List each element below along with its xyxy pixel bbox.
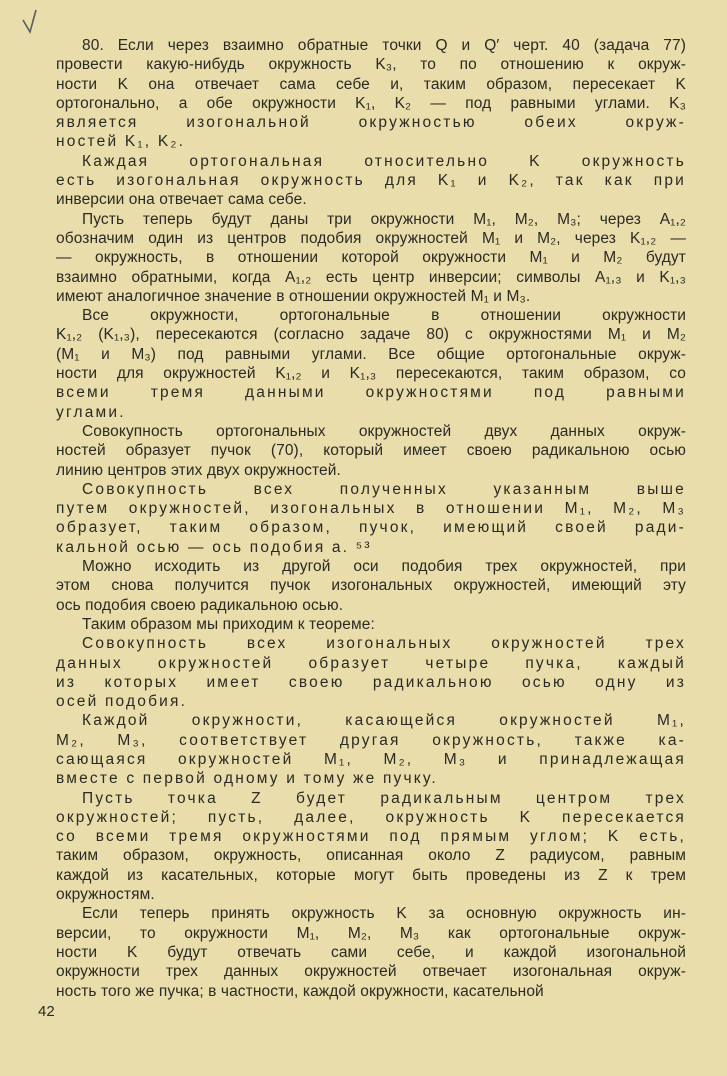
text-line: Все окружности, ортогональные в отношении окружности xyxy=(82,307,686,325)
text-line: вместе с первой одному и тому же пучку. xyxy=(56,770,438,788)
text-line: Пусть точка Z будет радикальным центром трех xyxy=(82,789,686,807)
text-line: таким образом, окружность, описанная около Z радиусом, равным xyxy=(56,847,686,865)
page-body-text xyxy=(56,36,686,1001)
text-line: ось подобия своею радикальною осью. xyxy=(56,596,344,614)
text-line: Если теперь принять окружность K за основную окружность ин- xyxy=(82,905,686,923)
text-line: ности K будут отвечать сами себе, и каждой изогональной xyxy=(56,943,686,961)
text-line: Пусть теперь будут даны три окружности M₁, M₂, M₃; через A₁,₂ xyxy=(82,210,686,228)
text-line: сающаяся окружностей M₁, M₂, M₃ и принадлежащая xyxy=(56,750,686,768)
handwritten-checkmark-icon xyxy=(20,8,50,44)
paragraph xyxy=(56,615,686,634)
text-line: ности K она отвечает сама себе и, таким образом, пересекает K xyxy=(56,75,686,93)
text-line: есть изогональная окружность для K₁ и K₂, так как при xyxy=(56,172,686,190)
text-line: Таким образом мы приходим к теореме: xyxy=(82,615,375,633)
text-line: (M₁ и M₃) под равными углами. Все общие ортогональные окруж- xyxy=(56,345,686,363)
text-line: Каждая ортогональная относительно K окружность xyxy=(82,152,686,170)
text-line: K₁,₂ (K₁,₃), пересекаются (согласно задаче 80) с окружностями M₁ и M₂ xyxy=(56,326,686,344)
paragraph xyxy=(56,904,686,1000)
text-line: со всеми тремя окружностями под прямым углом; K есть, xyxy=(56,828,686,846)
text-line: линию центров этих двух окружностей. xyxy=(56,461,341,479)
text-line: имеют аналогичное значение в отношении окружностей M₁ и M₃. xyxy=(56,287,531,305)
text-line: путем окружностей, изогональных в отношении M₁, M₂, M₃ xyxy=(56,500,686,518)
text-line: версии, то окружности M₁, M₂, M₃ как ортогональные окруж- xyxy=(56,924,686,942)
text-line: обозначим один из центров подобия окружностей M₁ и M₂, через K₁,₂ — xyxy=(56,229,686,247)
text-line: образует, таким образом, пучок, имеющий своей ради- xyxy=(56,519,686,537)
text-line: ностей K₁, K₂. xyxy=(56,133,186,151)
paragraph xyxy=(56,789,686,905)
text-line: провести какую-нибудь окружность K₃, то по отношению к окруж- xyxy=(56,56,686,74)
text-line: является изогональной окружностью обеих окруж- xyxy=(56,114,686,132)
text-line: инверсии она отвечает сама себе. xyxy=(56,191,307,209)
text-line: этом снова получится пучок изогональных окружностей, имеющий эту xyxy=(56,577,686,595)
text-line: ностей образует пучок (70), который имеет своею радикальною осью xyxy=(56,442,686,460)
paragraph xyxy=(56,36,686,152)
text-line: данных окружностей образует четыре пучка, каждый xyxy=(56,654,686,672)
text-line: ность того же пучка; в частности, каждой окружности, касательной xyxy=(56,982,544,1000)
paragraph xyxy=(56,480,686,557)
text-line: 80. Если через взаимно обратные точки Q и Q′ черт. 40 (задача 77) xyxy=(82,37,686,54)
text-line: Можно исходить из другой оси подобия трех окружностей, при xyxy=(82,558,686,576)
text-line: Совокупность всех полученных указанным выше xyxy=(82,480,686,498)
text-line: Каждой окружности, касающейся окружностей M₁, xyxy=(82,712,686,730)
text-line: — окружность, в отношении которой окружности M₁ и M₂ будут xyxy=(56,249,686,267)
paragraph xyxy=(56,422,686,480)
text-line: Совокупность ортогональных окружностей двух данных окруж- xyxy=(82,422,686,440)
text-line: окружностей; пусть, далее, окружность K пересекается xyxy=(56,808,686,826)
paragraph xyxy=(56,152,686,210)
text-line: взаимно обратными, когда A₁,₂ есть центр инверсии; символы A₁,₃ и K₁,₃ xyxy=(56,268,686,286)
text-line: ности для окружностей K₁,₂ и K₁,₃ пересекаются, таким образом, со xyxy=(56,365,686,383)
text-line: Совокупность всех изогональных окружностей трех xyxy=(82,635,686,653)
paragraph xyxy=(56,711,686,788)
text-line: M₂, M₃, соответствует другая окружность, также ка- xyxy=(56,731,686,749)
page-number: 42 xyxy=(38,1003,55,1020)
text-line: кальной осью — ось подобия a. ⁵³ xyxy=(56,538,372,556)
paragraph xyxy=(56,210,686,306)
text-line: каждой из касательных, которые могут быть проведены из Z к трем xyxy=(56,866,686,884)
text-line: окружностям. xyxy=(56,886,155,904)
paragraph xyxy=(56,634,686,711)
text-line: окружности трех данных окружностей отвечает изогональная окруж- xyxy=(56,963,686,981)
text-line: всеми тремя данными окружностями под равными xyxy=(56,384,686,402)
text-line: ортогонально, а обе окружности K₁, K₂ — под равными углами. K₃ xyxy=(56,94,686,112)
text-line: углами. xyxy=(56,403,126,421)
text-line: осей подобия. xyxy=(56,693,188,711)
text-line: из которых имеет своею радикальною осью одну из xyxy=(56,673,686,691)
paragraph xyxy=(56,306,686,422)
paragraph xyxy=(56,557,686,615)
